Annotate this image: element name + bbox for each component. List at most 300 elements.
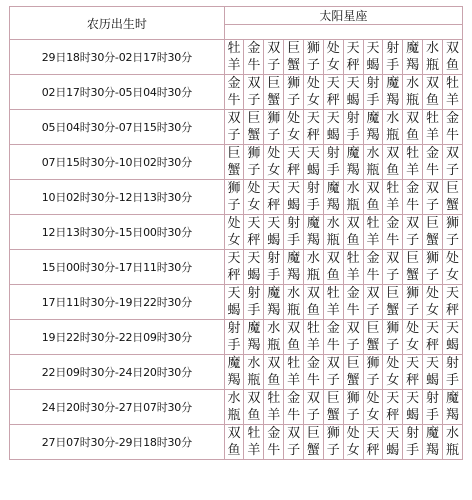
zodiac-sign-cell (383, 180, 403, 215)
zodiac-sign-cell (363, 40, 383, 75)
zodiac-sign-cell (244, 355, 264, 390)
zodiac-sign-char: 魔 (326, 181, 340, 196)
zodiac-sign-char: 牡 (326, 286, 340, 301)
zodiac-sign-cell (403, 425, 423, 460)
zodiac-sign-cell (403, 215, 423, 250)
zodiac-sign-cell (423, 320, 443, 355)
zodiac-sign-char: 蟹 (267, 93, 281, 108)
zodiac-sign-cell (284, 250, 304, 285)
zodiac-sign-char: 羊 (306, 338, 320, 353)
zodiac-sign-cell (383, 145, 403, 180)
zodiac-sign-char: 女 (326, 58, 340, 73)
zodiac-sign-char: 羊 (227, 58, 241, 73)
zodiac-sign-char: 鱼 (366, 198, 380, 213)
zodiac-sign-cell (323, 145, 343, 180)
zodiac-sign-char: 天 (366, 426, 380, 441)
zodiac-sign-char: 女 (366, 408, 380, 423)
zodiac-sign-char: 金 (366, 251, 380, 266)
zodiac-sign-cell (264, 145, 284, 180)
zodiac-sign-char: 瓶 (425, 58, 439, 73)
zodiac-sign-char: 手 (326, 163, 340, 178)
zodiac-sign-char: 水 (306, 251, 320, 266)
zodiac-sign-cell (343, 425, 363, 460)
zodiac-sign-cell (363, 390, 383, 425)
zodiac-sign-char: 狮 (386, 321, 400, 336)
table-row (10, 180, 463, 215)
zodiac-sign-char: 秤 (425, 338, 439, 353)
zodiac-sign-char: 射 (425, 391, 439, 406)
zodiac-sign-cell (323, 40, 343, 75)
zodiac-sign-cell (343, 110, 363, 145)
zodiac-sign-char: 牛 (227, 93, 241, 108)
zodiac-sign-char: 双 (386, 146, 400, 161)
zodiac-sign-cell (304, 40, 324, 75)
zodiac-sign-cell (284, 320, 304, 355)
zodiac-sign-char: 巨 (247, 111, 261, 126)
zodiac-sign-char: 蟹 (406, 268, 420, 283)
zodiac-sign-char: 射 (227, 321, 241, 336)
zodiac-sign-cell (343, 75, 363, 110)
table-row (10, 285, 463, 320)
zodiac-sign-char: 双 (346, 321, 360, 336)
zodiac-sign-char: 金 (247, 41, 261, 56)
zodiac-sign-char: 魔 (425, 426, 439, 441)
zodiac-sign-char: 牡 (247, 426, 261, 441)
zodiac-sign-char: 瓶 (406, 93, 420, 108)
zodiac-sign-cell (363, 425, 383, 460)
zodiac-sign-char: 处 (366, 391, 380, 406)
zodiac-sign-char: 双 (267, 41, 281, 56)
zodiac-sign-char: 魔 (267, 286, 281, 301)
zodiac-sign-char: 金 (306, 356, 320, 371)
zodiac-sign-char: 手 (267, 268, 281, 283)
zodiac-sign-char: 鱼 (346, 233, 360, 248)
zodiac-sign-char: 鱼 (227, 443, 241, 458)
zodiac-sign-char: 羊 (267, 408, 281, 423)
zodiac-sign-cell (383, 425, 403, 460)
zodiac-sign-char: 天 (386, 426, 400, 441)
zodiac-sign-char: 羊 (346, 268, 360, 283)
zodiac-sign-char: 魔 (445, 391, 459, 406)
zodiac-sign-cell (442, 390, 462, 425)
zodiac-sign-char: 金 (326, 321, 340, 336)
zodiac-sign-cell (323, 285, 343, 320)
zodiac-sign-char: 秤 (306, 128, 320, 143)
zodiac-sign-char: 金 (287, 391, 301, 406)
zodiac-sign-char: 巨 (386, 286, 400, 301)
zodiac-sign-cell (323, 425, 343, 460)
zodiac-sign-cell (423, 425, 443, 460)
zodiac-sign-char: 处 (247, 181, 261, 196)
zodiac-sign-char: 子 (445, 163, 459, 178)
zodiac-sign-char: 牛 (406, 198, 420, 213)
birth-time-range: 17日11时30分-19日22时30分 (10, 285, 225, 320)
table-row (10, 40, 463, 75)
zodiac-sign-char: 手 (247, 303, 261, 318)
zodiac-sign-cell (224, 320, 244, 355)
zodiac-sign-cell (264, 250, 284, 285)
zodiac-sign-char: 秤 (287, 163, 301, 178)
zodiac-sign-char: 秤 (247, 233, 261, 248)
zodiac-sign-char: 牛 (267, 443, 281, 458)
zodiac-sign-char: 双 (346, 216, 360, 231)
zodiac-sign-char: 鱼 (425, 93, 439, 108)
zodiac-sign-char: 牛 (445, 128, 459, 143)
zodiac-sign-cell (224, 425, 244, 460)
zodiac-sign-char: 双 (386, 251, 400, 266)
zodiac-sign-char: 鱼 (386, 163, 400, 178)
zodiac-sign-char: 蟹 (346, 373, 360, 388)
zodiac-sign-char: 天 (406, 391, 420, 406)
zodiac-sign-char: 羯 (406, 58, 420, 73)
zodiac-sign-char: 天 (287, 181, 301, 196)
zodiac-sign-cell (323, 390, 343, 425)
zodiac-sign-char: 天 (425, 356, 439, 371)
zodiac-sign-cell (304, 320, 324, 355)
zodiac-sign-char: 牡 (346, 251, 360, 266)
zodiac-sign-cell (224, 180, 244, 215)
zodiac-sign-char: 子 (445, 233, 459, 248)
zodiac-sign-char: 女 (287, 128, 301, 143)
zodiac-sign-char: 手 (406, 443, 420, 458)
zodiac-sign-cell (383, 390, 403, 425)
zodiac-sign-char: 牡 (445, 76, 459, 91)
zodiac-sign-cell (244, 180, 264, 215)
zodiac-sign-char: 鱼 (287, 338, 301, 353)
zodiac-sign-cell (304, 145, 324, 180)
zodiac-sign-char: 双 (366, 181, 380, 196)
zodiac-sign-cell (423, 75, 443, 110)
zodiac-sign-cell (363, 285, 383, 320)
table-row (10, 355, 463, 390)
table-row (10, 75, 463, 110)
zodiac-sign-cell (403, 250, 423, 285)
zodiac-sign-cell (284, 110, 304, 145)
zodiac-sign-char: 羊 (425, 128, 439, 143)
zodiac-sign-char: 手 (306, 198, 320, 213)
zodiac-sign-cell (423, 285, 443, 320)
zodiac-sign-char: 处 (306, 76, 320, 91)
zodiac-sign-char: 瓶 (306, 268, 320, 283)
zodiac-sign-char: 子 (306, 58, 320, 73)
zodiac-sign-cell (343, 390, 363, 425)
zodiac-sign-cell (343, 355, 363, 390)
zodiac-sign-cell (423, 110, 443, 145)
zodiac-sign-char: 狮 (267, 111, 281, 126)
zodiac-sign-char: 牛 (306, 373, 320, 388)
zodiac-sign-cell (244, 145, 264, 180)
zodiac-sign-char: 天 (306, 146, 320, 161)
zodiac-sign-char: 手 (227, 338, 241, 353)
zodiac-sign-char: 金 (445, 111, 459, 126)
zodiac-sign-char: 处 (445, 251, 459, 266)
lunar-birth-time-header: 农历出生时 (10, 7, 225, 40)
zodiac-sign-char: 魔 (346, 146, 360, 161)
zodiac-sign-char: 牛 (386, 233, 400, 248)
zodiac-sign-cell (442, 110, 462, 145)
zodiac-sign-char: 子 (406, 233, 420, 248)
zodiac-sign-char: 双 (227, 426, 241, 441)
zodiac-sign-cell (343, 180, 363, 215)
zodiac-sign-char: 蟹 (287, 58, 301, 73)
zodiac-sign-cell (403, 75, 423, 110)
zodiac-sign-char: 射 (386, 41, 400, 56)
zodiac-sign-char: 蝎 (306, 163, 320, 178)
birth-time-range: 10日02时30分-12日13时30分 (10, 180, 225, 215)
zodiac-sign-char: 手 (425, 408, 439, 423)
zodiac-sign-char: 羊 (287, 373, 301, 388)
zodiac-sign-char: 秤 (406, 373, 420, 388)
zodiac-sign-cell (442, 40, 462, 75)
zodiac-sign-cell (442, 180, 462, 215)
zodiac-sign-char: 天 (267, 216, 281, 231)
zodiac-sign-char: 鱼 (247, 408, 261, 423)
zodiac-sign-cell (284, 75, 304, 110)
zodiac-sign-char: 处 (287, 111, 301, 126)
zodiac-sign-char: 子 (247, 163, 261, 178)
zodiac-sign-char: 子 (366, 373, 380, 388)
zodiac-sign-cell (442, 320, 462, 355)
zodiac-sign-char: 天 (386, 391, 400, 406)
zodiac-sign-cell (343, 145, 363, 180)
zodiac-sign-char: 水 (406, 76, 420, 91)
zodiac-sign-char: 蝎 (445, 338, 459, 353)
zodiac-sign-cell (284, 40, 304, 75)
zodiac-sign-char: 处 (425, 286, 439, 301)
zodiac-sign-char: 秤 (386, 408, 400, 423)
zodiac-sign-char: 金 (346, 286, 360, 301)
zodiac-sign-char: 羯 (326, 198, 340, 213)
zodiac-sign-char: 蟹 (366, 338, 380, 353)
zodiac-sign-char: 天 (247, 216, 261, 231)
zodiac-sign-char: 巨 (267, 76, 281, 91)
zodiac-sign-cell (403, 145, 423, 180)
zodiac-sign-char: 处 (227, 216, 241, 231)
zodiac-sign-cell (343, 285, 363, 320)
zodiac-sign-char: 蝎 (425, 373, 439, 388)
zodiac-sign-char: 狮 (425, 251, 439, 266)
zodiac-sign-cell (442, 75, 462, 110)
zodiac-sign-char: 双 (287, 426, 301, 441)
zodiac-sign-char: 牡 (306, 321, 320, 336)
zodiac-sign-char: 巨 (287, 41, 301, 56)
zodiac-sign-char: 羊 (445, 93, 459, 108)
zodiac-sign-char: 羯 (386, 93, 400, 108)
zodiac-sign-cell (264, 285, 284, 320)
zodiac-sign-char: 牛 (425, 163, 439, 178)
zodiac-sign-cell (442, 425, 462, 460)
zodiac-sign-cell (264, 215, 284, 250)
zodiac-sign-char: 蝎 (247, 268, 261, 283)
zodiac-sign-char: 蝎 (386, 443, 400, 458)
zodiac-sign-char: 巨 (227, 146, 241, 161)
zodiac-sign-char: 牡 (406, 146, 420, 161)
birth-time-range: 02日17时30分-05日04时30分 (10, 75, 225, 110)
zodiac-sign-char: 巨 (366, 321, 380, 336)
zodiac-sign-cell (244, 285, 264, 320)
zodiac-sign-char: 射 (287, 216, 301, 231)
zodiac-sign-char: 秤 (445, 303, 459, 318)
zodiac-sign-cell (224, 110, 244, 145)
zodiac-sign-char: 水 (227, 391, 241, 406)
zodiac-sign-cell (244, 75, 264, 110)
zodiac-sign-cell (224, 215, 244, 250)
zodiac-sign-char: 金 (425, 146, 439, 161)
zodiac-sign-char: 狮 (306, 41, 320, 56)
zodiac-sign-char: 鱼 (267, 373, 281, 388)
zodiac-sign-char: 羯 (287, 268, 301, 283)
zodiac-sign-char: 狮 (346, 391, 360, 406)
zodiac-sign-char: 金 (227, 76, 241, 91)
zodiac-sign-char: 水 (346, 181, 360, 196)
zodiac-sign-char: 双 (287, 321, 301, 336)
zodiac-sign-char: 牛 (287, 408, 301, 423)
zodiac-sign-char: 子 (326, 373, 340, 388)
zodiac-sign-char: 天 (346, 41, 360, 56)
zodiac-sign-char: 子 (326, 443, 340, 458)
zodiac-sign-cell (264, 355, 284, 390)
zodiac-sign-char: 秤 (346, 58, 360, 73)
zodiac-sign-char: 蝎 (406, 408, 420, 423)
zodiac-sign-char: 瓶 (386, 128, 400, 143)
zodiac-sign-char: 蟹 (326, 408, 340, 423)
zodiac-sign-cell (343, 320, 363, 355)
zodiac-sign-char: 蟹 (445, 198, 459, 213)
zodiac-sign-cell (442, 215, 462, 250)
zodiac-sign-char: 天 (306, 111, 320, 126)
birth-time-range: 05日04时30分-07日15时30分 (10, 110, 225, 145)
zodiac-sign-cell (383, 250, 403, 285)
zodiac-sign-char: 天 (326, 76, 340, 91)
zodiac-sign-cell (403, 110, 423, 145)
zodiac-sign-char: 魔 (227, 356, 241, 371)
zodiac-sign-char: 双 (267, 356, 281, 371)
zodiac-sign-cell (423, 355, 443, 390)
zodiac-sign-cell (343, 215, 363, 250)
birth-time-range: 29日18时30分-02日17时30分 (10, 40, 225, 75)
zodiac-sign-cell (304, 110, 324, 145)
zodiac-sign-cell (304, 425, 324, 460)
zodiac-sign-char: 射 (306, 181, 320, 196)
zodiac-sign-char: 蝎 (346, 93, 360, 108)
zodiac-sign-cell (244, 110, 264, 145)
zodiac-sign-char: 射 (406, 426, 420, 441)
table-row (10, 215, 463, 250)
zodiac-sign-cell (363, 355, 383, 390)
zodiac-sign-cell (423, 40, 443, 75)
zodiac-sign-char: 狮 (445, 216, 459, 231)
zodiac-sign-char: 手 (287, 233, 301, 248)
zodiac-sign-char: 女 (445, 268, 459, 283)
zodiac-sign-char: 子 (425, 268, 439, 283)
table-row (10, 110, 463, 145)
zodiac-sign-cell (323, 320, 343, 355)
zodiac-sign-cell (224, 145, 244, 180)
zodiac-sign-char: 羊 (326, 303, 340, 318)
zodiac-sign-char: 天 (267, 181, 281, 196)
zodiac-sign-char: 处 (267, 146, 281, 161)
zodiac-sign-cell (403, 40, 423, 75)
zodiac-sign-cell (284, 215, 304, 250)
zodiac-sign-cell (284, 355, 304, 390)
birth-time-range: 12日13时30分-15日00时30分 (10, 215, 225, 250)
zodiac-sign-cell (244, 215, 264, 250)
zodiac-sign-char: 羊 (366, 233, 380, 248)
zodiac-sign-char: 女 (425, 303, 439, 318)
zodiac-sign-char: 子 (287, 443, 301, 458)
zodiac-sign-char: 瓶 (247, 373, 261, 388)
table-row (10, 145, 463, 180)
zodiac-sign-char: 鱼 (406, 128, 420, 143)
zodiac-sign-char: 羯 (247, 338, 261, 353)
zodiac-sign-char: 双 (247, 76, 261, 91)
zodiac-sign-char: 女 (406, 338, 420, 353)
zodiac-sign-cell (403, 320, 423, 355)
zodiac-sign-cell (224, 250, 244, 285)
zodiac-sign-char: 射 (267, 251, 281, 266)
zodiac-sign-char: 射 (346, 111, 360, 126)
zodiac-sign-char: 瓶 (366, 163, 380, 178)
table-row (10, 250, 463, 285)
zodiac-sign-char: 女 (346, 443, 360, 458)
zodiac-sign-cell (244, 40, 264, 75)
zodiac-sign-char: 蟹 (247, 128, 261, 143)
zodiac-sign-cell (363, 110, 383, 145)
zodiac-sign-cell (323, 75, 343, 110)
zodiac-sign-char: 狮 (227, 181, 241, 196)
zodiac-sign-cell (304, 215, 324, 250)
zodiac-sign-char: 牡 (287, 356, 301, 371)
zodiac-sign-char: 子 (227, 198, 241, 213)
zodiac-sign-cell (323, 110, 343, 145)
zodiac-sign-char: 射 (366, 76, 380, 91)
zodiac-sign-char: 手 (346, 128, 360, 143)
zodiac-sign-char: 水 (247, 356, 261, 371)
zodiac-sign-char: 水 (445, 426, 459, 441)
zodiac-sign-cell (423, 145, 443, 180)
zodiac-sign-cell (363, 145, 383, 180)
zodiac-sign-char: 双 (366, 286, 380, 301)
zodiac-sign-char: 手 (445, 373, 459, 388)
zodiac-sign-char: 天 (425, 321, 439, 336)
zodiac-sign-char: 瓶 (287, 303, 301, 318)
zodiac-sign-char: 女 (267, 163, 281, 178)
zodiac-sign-char: 水 (326, 216, 340, 231)
zodiac-sign-char: 射 (445, 356, 459, 371)
zodiac-sign-char: 水 (287, 286, 301, 301)
birth-time-range: 22日09时30分-24日20时30分 (10, 355, 225, 390)
zodiac-sign-cell (442, 250, 462, 285)
zodiac-sign-char: 子 (346, 408, 360, 423)
birth-time-range: 19日22时30分-22日09时30分 (10, 320, 225, 355)
sun-sign-header-spacer (224, 25, 462, 40)
zodiac-sign-char: 蝎 (287, 198, 301, 213)
zodiac-sign-char: 巨 (346, 356, 360, 371)
zodiac-sign-char: 处 (346, 426, 360, 441)
zodiac-sign-char: 魔 (306, 216, 320, 231)
zodiac-sign-char: 蟹 (227, 163, 241, 178)
zodiac-sign-cell (244, 390, 264, 425)
zodiac-sign-char: 射 (326, 146, 340, 161)
zodiac-sign-cell (323, 250, 343, 285)
zodiac-sign-char: 金 (406, 181, 420, 196)
zodiac-sign-cell (423, 215, 443, 250)
table-row (10, 320, 463, 355)
zodiac-sign-char: 处 (406, 321, 420, 336)
zodiac-sign-cell (284, 285, 304, 320)
zodiac-sign-char: 水 (366, 146, 380, 161)
zodiac-sign-char: 子 (386, 338, 400, 353)
